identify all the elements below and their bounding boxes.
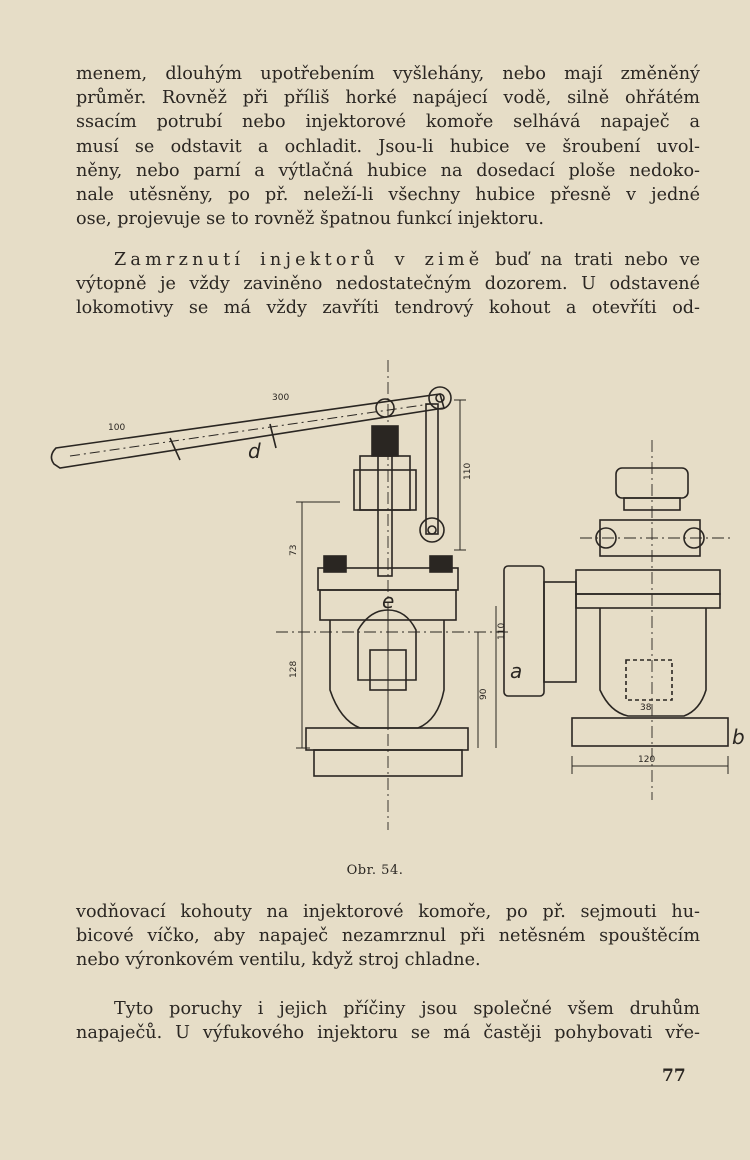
- label-d: d: [248, 439, 261, 463]
- text-line: napaječů. U výfukového injektoru se má častěji pohybovati vře-: [76, 1023, 700, 1044]
- text-line: výtopně je vždy zaviněno nedostatečným dozorem. U odstavené: [76, 274, 700, 295]
- text-fragment: buď na trati nebo ve: [495, 250, 700, 270]
- spaced-heading-text: Zamrznutí injektorů v zimě: [114, 250, 484, 270]
- text-line: bicové víčko, aby napaječ nezamrznul při netěsném spouštěcím: [76, 926, 700, 947]
- label-b: b: [732, 725, 745, 749]
- text-line: nale utěsněny, po př. neleží-li všechny hubice přesně v jedné: [76, 185, 700, 206]
- dimension-90: 90: [479, 688, 489, 700]
- text-line: vodňovací kohouty na injektorové komoře, po př. sejmouti hu-: [76, 902, 700, 922]
- text-line: průměr. Rovněž při příliš horké napájecí vodě, silně ohřátém: [76, 88, 700, 109]
- dimension-120: 120: [638, 755, 656, 765]
- dimension-110-side: 110: [497, 622, 507, 640]
- text-line: menem, dlouhým upotřebením vyšlehány, nebo mají změněný: [76, 64, 700, 84]
- page-number: 77: [662, 1066, 686, 1086]
- label-e: e: [382, 589, 395, 613]
- dimension-300: 300: [272, 393, 290, 403]
- text-line: [76, 248, 700, 272]
- text-line: lokomotivy se má vždy zavříti tendrový kohout a otevříti od-: [76, 298, 700, 319]
- paragraph-1: [76, 62, 700, 231]
- dimension-110-stroke: 110: [463, 462, 473, 480]
- dimension-100: 100: [108, 423, 126, 433]
- label-a: a: [510, 659, 523, 683]
- paragraph-3: [76, 900, 700, 973]
- dimension-73: 73: [289, 544, 299, 556]
- text-line: Tyto poruchy i jejich příčiny jsou společné všem druhům: [114, 999, 700, 1019]
- text-line: ssacím potrubí nebo injektorové komoře selhává napaječ a: [76, 112, 700, 133]
- dimension-38: 38: [640, 703, 652, 713]
- paragraph-2: [76, 248, 700, 321]
- injector-valve-drawing: [40, 360, 745, 830]
- text-line: nebo výronkovém ventilu, když stroj chladne.: [76, 950, 481, 971]
- dimension-128: 128: [289, 660, 299, 678]
- figure-caption: Obr. 54.: [346, 863, 404, 878]
- text-line: musí se odstavit a ochladit. Jsou-li hubice ve šroubení uvol-: [76, 136, 700, 157]
- paragraph-4: [76, 997, 700, 1045]
- text-line: něny, nebo parní a výtlačná hubice na dosedací ploše nedoko-: [76, 160, 700, 181]
- text-line: ose, projevuje se to rovněž špatnou funkcí injektoru.: [76, 209, 545, 230]
